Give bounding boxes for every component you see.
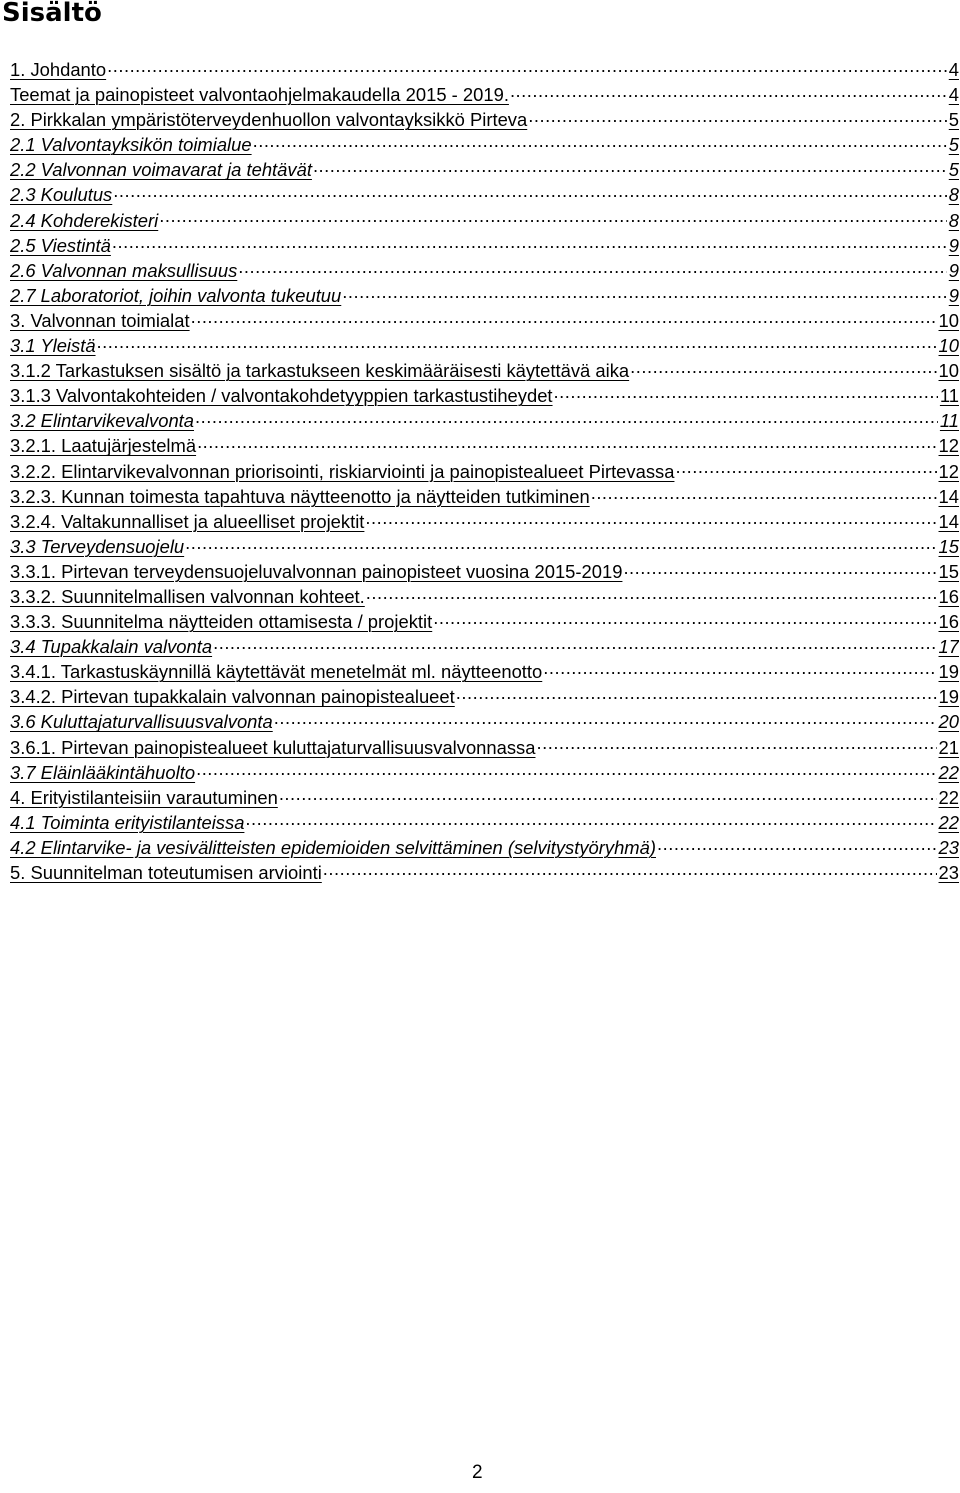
toc-entry[interactable] — [10, 609, 959, 634]
toc-entry[interactable] — [10, 433, 959, 458]
toc-entry-label[interactable]: 2. Pirkkalan ympäristöterveydenhuollon valvontayksikkö Pirteva — [10, 109, 528, 131]
toc-entry-label[interactable]: 3.6 Kuluttajaturvallisuusvalvonta — [10, 711, 273, 733]
toc-entry-label[interactable]: 3.1 Yleistä — [10, 335, 96, 357]
toc-entry-label[interactable]: 3.2.2. Elintarvikevalvonnan priorisointi, riskiarviointi ja painopistealueet Pirtevassa — [10, 460, 675, 482]
toc-entry-page[interactable]: 22 — [938, 811, 959, 833]
table-of-contents — [10, 57, 959, 885]
toc-entry-page[interactable]: 23 — [938, 836, 959, 858]
toc-dot-leader — [510, 83, 947, 101]
toc-entry-page[interactable]: 23 — [938, 862, 959, 883]
toc-entry[interactable] — [10, 258, 959, 283]
toc-entry[interactable] — [10, 584, 959, 609]
toc-entry-label[interactable]: 3.2.3. Kunnan toimesta tapahtuva näytteenotto ja näytteiden tutkiminen — [10, 485, 590, 507]
toc-dot-leader — [623, 559, 936, 577]
toc-entry[interactable] — [10, 157, 959, 182]
toc-dot-leader — [433, 610, 936, 628]
toc-dot-leader — [113, 183, 947, 201]
toc-entry-page[interactable]: 5 — [948, 159, 959, 181]
toc-dot-leader — [591, 484, 937, 502]
toc-dot-leader — [342, 283, 947, 301]
toc-entry[interactable] — [10, 509, 959, 534]
toc-entry-page[interactable]: 21 — [938, 736, 959, 758]
toc-entry[interactable] — [10, 233, 959, 258]
toc-dot-leader — [97, 334, 937, 352]
toc-entry[interactable] — [10, 534, 959, 559]
toc-dot-leader — [107, 58, 947, 76]
toc-dot-leader — [456, 685, 937, 703]
toc-entry[interactable] — [10, 132, 959, 157]
toc-entry-label[interactable]: 2.6 Valvonnan maksullisuus — [10, 259, 238, 281]
toc-entry-label[interactable]: 1. Johdanto — [10, 59, 107, 80]
toc-entry-page[interactable]: 16 — [938, 611, 959, 633]
toc-dot-leader — [159, 208, 947, 226]
toc-entry-page[interactable]: 10 — [938, 335, 959, 357]
toc-entry-label[interactable]: Teemat ja painopisteet valvontaohjelmakaudella 2015 - 2019. — [10, 84, 509, 106]
toc-dot-leader — [191, 309, 937, 327]
toc-entry-page[interactable]: 8 — [948, 209, 959, 231]
toc-entry[interactable] — [10, 835, 959, 860]
toc-entry-label[interactable]: 3.3 Terveydensuojelu — [10, 535, 185, 557]
toc-entry[interactable] — [10, 408, 959, 433]
toc-entry[interactable] — [10, 57, 959, 82]
toc-entry[interactable] — [10, 383, 959, 408]
toc-entry-page[interactable]: 5 — [948, 134, 959, 156]
toc-entry-page[interactable]: 19 — [938, 661, 959, 683]
toc-entry-page[interactable]: 8 — [948, 184, 959, 206]
toc-entry-page[interactable]: 14 — [938, 485, 959, 507]
toc-entry-page[interactable]: 12 — [938, 460, 959, 482]
toc-dot-leader — [313, 158, 947, 176]
toc-entry-label[interactable]: 3.6.1. Pirtevan painopistealueet kuluttajaturvallisuusvalvonnassa — [10, 736, 536, 758]
toc-dot-leader — [238, 258, 946, 276]
page-number: 2 — [472, 1462, 483, 1483]
toc-dot-leader — [528, 108, 947, 126]
toc-entry-page[interactable]: 22 — [938, 761, 959, 783]
toc-entry[interactable] — [10, 308, 959, 333]
toc-entry[interactable] — [10, 208, 959, 233]
toc-entry-label[interactable]: 3.1.3 Valvontakohteiden / valvontakohdetyyppien tarkastustiheydet — [10, 385, 553, 407]
toc-dot-leader — [323, 861, 937, 879]
toc-entry-label[interactable]: 5. Suunnitelman toteutumisen arviointi — [10, 862, 322, 883]
toc-entry[interactable] — [10, 760, 959, 785]
toc-entry-page[interactable]: 17 — [938, 636, 959, 658]
toc-entry-page[interactable]: 20 — [938, 711, 959, 733]
toc-dot-leader — [279, 785, 937, 803]
toc-entry-label[interactable]: 2.2 Valvonnan voimavarat ja tehtävät — [10, 159, 312, 181]
toc-dot-leader — [274, 710, 937, 728]
toc-entry-label[interactable]: 3.1.2 Tarkastuksen sisältö ja tarkastukseen keskimääräisesti käytettävä aika — [10, 360, 630, 382]
toc-entry-page[interactable]: 9 — [948, 259, 959, 281]
toc-entry-label[interactable]: 3.4.1. Tarkastuskäynnillä käytettävät menetelmät ml. näytteenotto — [10, 661, 543, 683]
toc-entry[interactable] — [10, 459, 959, 484]
toc-entry-label[interactable]: 2.7 Laboratoriot, joihin valvonta tukeutuu — [10, 284, 342, 306]
toc-dot-leader — [554, 384, 938, 402]
toc-entry-page[interactable]: 10 — [938, 360, 959, 382]
toc-entry[interactable] — [10, 785, 959, 810]
toc-entry-label[interactable]: 3.2.1. Laatujärjestelmä — [10, 435, 197, 457]
toc-entry-page[interactable]: 4 — [948, 59, 959, 80]
toc-dot-leader — [536, 735, 936, 753]
toc-entry[interactable] — [10, 684, 959, 709]
toc-dot-leader — [543, 660, 936, 678]
toc-dot-leader — [253, 133, 947, 151]
toc-entry-label[interactable]: 3.7 Eläinlääkintähuolto — [10, 761, 196, 783]
toc-entry-label[interactable]: 3.4.2. Pirtevan tupakkalain valvonnan painopistealueet — [10, 686, 455, 708]
toc-dot-leader — [197, 434, 936, 452]
toc-entry[interactable] — [10, 358, 959, 383]
toc-entry-page[interactable]: 9 — [948, 234, 959, 256]
toc-dot-leader — [365, 509, 936, 527]
toc-entry[interactable] — [10, 107, 959, 132]
toc-entry-label[interactable]: 3.2 Elintarvikevalvonta — [10, 410, 195, 432]
toc-entry-label[interactable]: 4. Erityistilanteisiin varautuminen — [10, 786, 278, 808]
toc-dot-leader — [196, 760, 936, 778]
toc-entry-page[interactable]: 15 — [938, 560, 959, 582]
toc-entry-page[interactable]: 12 — [938, 435, 959, 457]
toc-entry-label[interactable]: 2.4 Kohderekisteri — [10, 209, 159, 231]
toc-entry-label[interactable]: 2.1 Valvontayksikön toimialue — [10, 134, 252, 156]
toc-entry-page[interactable]: 11 — [939, 410, 959, 432]
toc-entry-page[interactable]: 5 — [948, 109, 959, 131]
toc-entry[interactable] — [10, 559, 959, 584]
toc-entry-page[interactable]: 19 — [938, 686, 959, 708]
toc-entry[interactable] — [10, 810, 959, 835]
toc-entry-page[interactable]: 16 — [938, 585, 959, 607]
toc-dot-leader — [112, 233, 947, 251]
toc-entry-label[interactable]: 2.3 Koulutus — [10, 184, 113, 206]
toc-dot-leader — [657, 836, 937, 854]
toc-entry-label[interactable]: 3.3.1. Pirtevan terveydensuojeluvalvonnan painopisteet vuosina 2015-2019 — [10, 560, 623, 582]
toc-entry-label[interactable]: 3.4 Tupakkalain valvonta — [10, 636, 213, 658]
toc-entry-page[interactable]: 22 — [938, 786, 959, 808]
toc-entry[interactable] — [10, 283, 959, 308]
toc-entry[interactable] — [10, 860, 959, 885]
toc-entry-label[interactable]: 3.3.3. Suunnitelma näytteiden ottamisesta / projektit — [10, 611, 433, 633]
toc-dot-leader — [185, 534, 936, 552]
toc-entry-page[interactable]: 4 — [948, 84, 959, 106]
toc-entry-label[interactable]: 3. Valvonnan toimialat — [10, 309, 190, 331]
toc-entry-page[interactable]: 14 — [938, 510, 959, 532]
toc-entry-label[interactable]: 2.5 Viestintä — [10, 234, 111, 256]
toc-dot-leader — [195, 409, 938, 427]
toc-entry-label[interactable]: 4.1 Toiminta erityistilanteissa — [10, 811, 245, 833]
toc-entry-page[interactable]: 9 — [948, 284, 959, 306]
toc-entry[interactable] — [10, 82, 959, 107]
toc-entry[interactable] — [10, 659, 959, 684]
toc-entry[interactable] — [10, 735, 959, 760]
toc-dot-leader — [630, 359, 936, 377]
toc-dot-leader — [675, 459, 936, 477]
toc-entry-label[interactable]: 4.2 Elintarvike- ja vesivälitteisten epidemioiden selvittäminen (selvitystyöryhmä) — [10, 836, 656, 858]
toc-entry-page[interactable]: 11 — [939, 385, 959, 407]
toc-entry[interactable] — [10, 709, 959, 734]
toc-dot-leader — [213, 635, 936, 653]
toc-entry-label[interactable]: 3.3.2. Suunnitelmallisen valvonnan kohteet. — [10, 585, 365, 607]
toc-entry-label[interactable]: 3.2.4. Valtakunnalliset ja alueelliset projektit — [10, 510, 365, 532]
toc-dot-leader — [245, 810, 936, 828]
toc-entry[interactable] — [10, 333, 959, 358]
toc-entry-page[interactable]: 15 — [938, 535, 959, 557]
toc-entry[interactable] — [10, 484, 959, 509]
toc-entry[interactable] — [10, 634, 959, 659]
toc-dot-leader — [366, 585, 937, 603]
page-title: Sisältö — [2, 0, 102, 28]
toc-entry-page[interactable]: 10 — [938, 309, 959, 331]
toc-entry[interactable] — [10, 182, 959, 207]
